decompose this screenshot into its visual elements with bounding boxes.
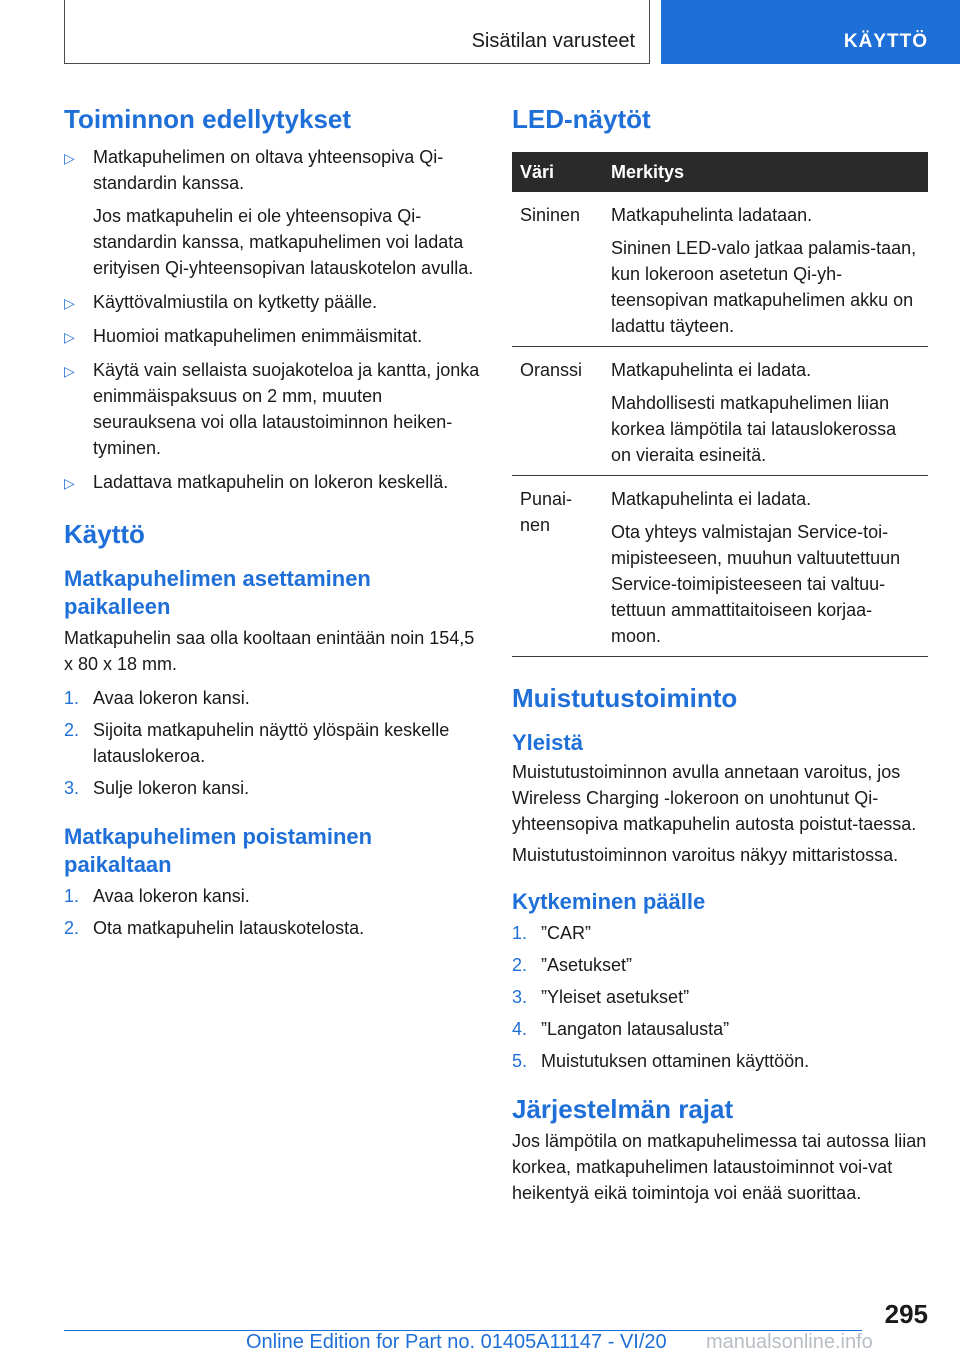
- list-item: ▷ Käytä vain sellaista suojakoteloa ja kantta, jonka enimmäispaksuus on 2 mm, muuten seurauksena voi olla lataustoiminnon heiken-tyminen.: [64, 360, 480, 458]
- header-section-title: Sisätilan varusteet: [471, 30, 635, 52]
- triangle-bullet-icon: ▷: [64, 150, 75, 166]
- list-item: ▷ Käyttövalmiustila on kytketty päälle.: [64, 289, 482, 315]
- heading-use: Käyttö: [64, 519, 145, 549]
- footer-edition: Online Edition for Part no. 01405A11147 - VI/20: [246, 1331, 667, 1353]
- limits-text: Jos lämpötila on matkapuhelimessa tai autossa liian korkea, matkapuhelimen lataustoiminnot voi-vat heikentyä eikä toimintoja voi enää suorittaa.: [512, 1131, 927, 1203]
- list-item: 3. ”Yleiset asetukset”: [512, 987, 690, 1007]
- heading-reminder: Muistutustoiminto: [512, 683, 738, 713]
- table-row: [512, 192, 928, 347]
- list-item: 5. Muistutuksen ottaminen käyttöön.: [512, 1051, 810, 1071]
- list-item: ▷ Huomioi matkapuhelimen enimmäismitat.: [64, 323, 482, 349]
- list-item: 3. Sulje lokeron kansi.: [64, 778, 250, 798]
- heading-general: Yleistä: [512, 730, 583, 755]
- heading-prerequisites: Toiminnon edellytykset: [64, 104, 352, 134]
- cell-color: Punai-nen: [512, 476, 603, 657]
- heading-remove-phone: Matkapuhelimen poistaminen paikaltaan: [64, 824, 373, 877]
- list-item: 2. ”Asetukset”: [512, 955, 633, 975]
- remove-steps: [64, 883, 482, 941]
- table-row: [512, 476, 928, 657]
- cell-meaning: Matkapuhelinta ei ladata. Ota yhteys valmistajan Service-toi-mipisteeseen, muuhun valtuutettuun Service-toimipisteeseen tai valtuu-tettuun ammattitaitoiseen korjaa-moon.: [603, 476, 928, 657]
- list-item: 1. Avaa lokeron kansi.: [64, 688, 250, 708]
- list-item: ▷ Ladattava matkapuhelin on lokeron keskellä.: [64, 469, 482, 495]
- header-chapter-title: KÄYTTÖ: [843, 31, 928, 52]
- right-column: [512, 102, 928, 1206]
- list-item: 2. Ota matkapuhelin latauskotelosta.: [64, 918, 365, 938]
- list-item: 4. ”Langaton latausalusta”: [512, 1019, 730, 1039]
- heading-switch-on: Kytkeminen päälle: [512, 889, 706, 914]
- list-item: 1. Avaa lokeron kansi.: [64, 886, 250, 906]
- header-chapter-tab: [661, 0, 960, 64]
- heading-system-limits: Järjestelmän rajat: [512, 1094, 734, 1124]
- general-text-2: Muistutustoiminnon varoitus näkyy mittaristossa.: [512, 845, 899, 865]
- column-header-color: Väri: [512, 152, 603, 192]
- table-row: [512, 347, 928, 476]
- triangle-bullet-icon: ▷: [64, 295, 75, 311]
- cell-meaning: Matkapuhelinta ei ladata. Mahdollisesti matkapuhelimen liian korkea lämpötila tai latauslokerossa on vieraita esineitä.: [603, 347, 928, 476]
- triangle-bullet-icon: ▷: [64, 329, 75, 345]
- column-header-meaning: Merkitys: [603, 152, 928, 192]
- prerequisite-note: Jos matkapuhelin ei ole yhteensopiva Qi-standardin kanssa, matkapuhelimen voi ladata erityisen Qi-yhteensopivan latauskotelon avulla.: [93, 206, 474, 278]
- list-item: 2. Sijoita matkapuhelin näyttö ylöspäin keskelle latauslokeroa.: [64, 720, 450, 766]
- cell-color: Sininen: [512, 192, 603, 347]
- page-number: 295: [884, 1299, 928, 1329]
- table-header-row: [512, 152, 928, 192]
- list-item: ▷ Matkapuhelimen on oltava yhteensopiva Qi-standardin kanssa. Jos matkapuhelin ei ole yhteensopiva Qi-standardin kanssa, matkapuhelimen voi ladata erityisen Qi-yhteensopivan latauskotelon avulla.: [64, 144, 482, 281]
- cell-color: Oranssi: [512, 347, 603, 476]
- led-table: [512, 152, 928, 657]
- list-item: 1. ”CAR”: [512, 923, 591, 943]
- heading-led-displays: LED-näytöt: [512, 104, 651, 134]
- insert-text: Matkapuhelin saa olla kooltaan enintään noin 154,5 x 80 x 18 mm.: [64, 628, 475, 674]
- triangle-bullet-icon: ▷: [64, 363, 75, 379]
- cell-meaning: Matkapuhelinta ladataan. Sininen LED-valo jatkaa palamis-taan, kun lokeroon asetetun Qi-yh-teensopivan matkapuhelimen akku on ladattu täyteen.: [603, 192, 928, 347]
- left-column: [64, 102, 482, 941]
- header-section-box: [64, 0, 650, 64]
- prerequisites-list: [64, 144, 482, 495]
- heading-insert-phone: Matkapuhelimen asettaminen paikalleen: [64, 566, 371, 619]
- watermark-text: manualsonline.info: [706, 1331, 873, 1353]
- triangle-bullet-icon: ▷: [64, 475, 75, 491]
- insert-steps: [64, 685, 482, 801]
- switch-steps: [512, 920, 928, 1074]
- general-text: Muistutustoiminnon avulla annetaan varoitus, jos Wireless Charging -lokeroon on unohtunut Qi-yhteensopiva matkapuhelin autosta poistut-taessa.: [512, 762, 917, 834]
